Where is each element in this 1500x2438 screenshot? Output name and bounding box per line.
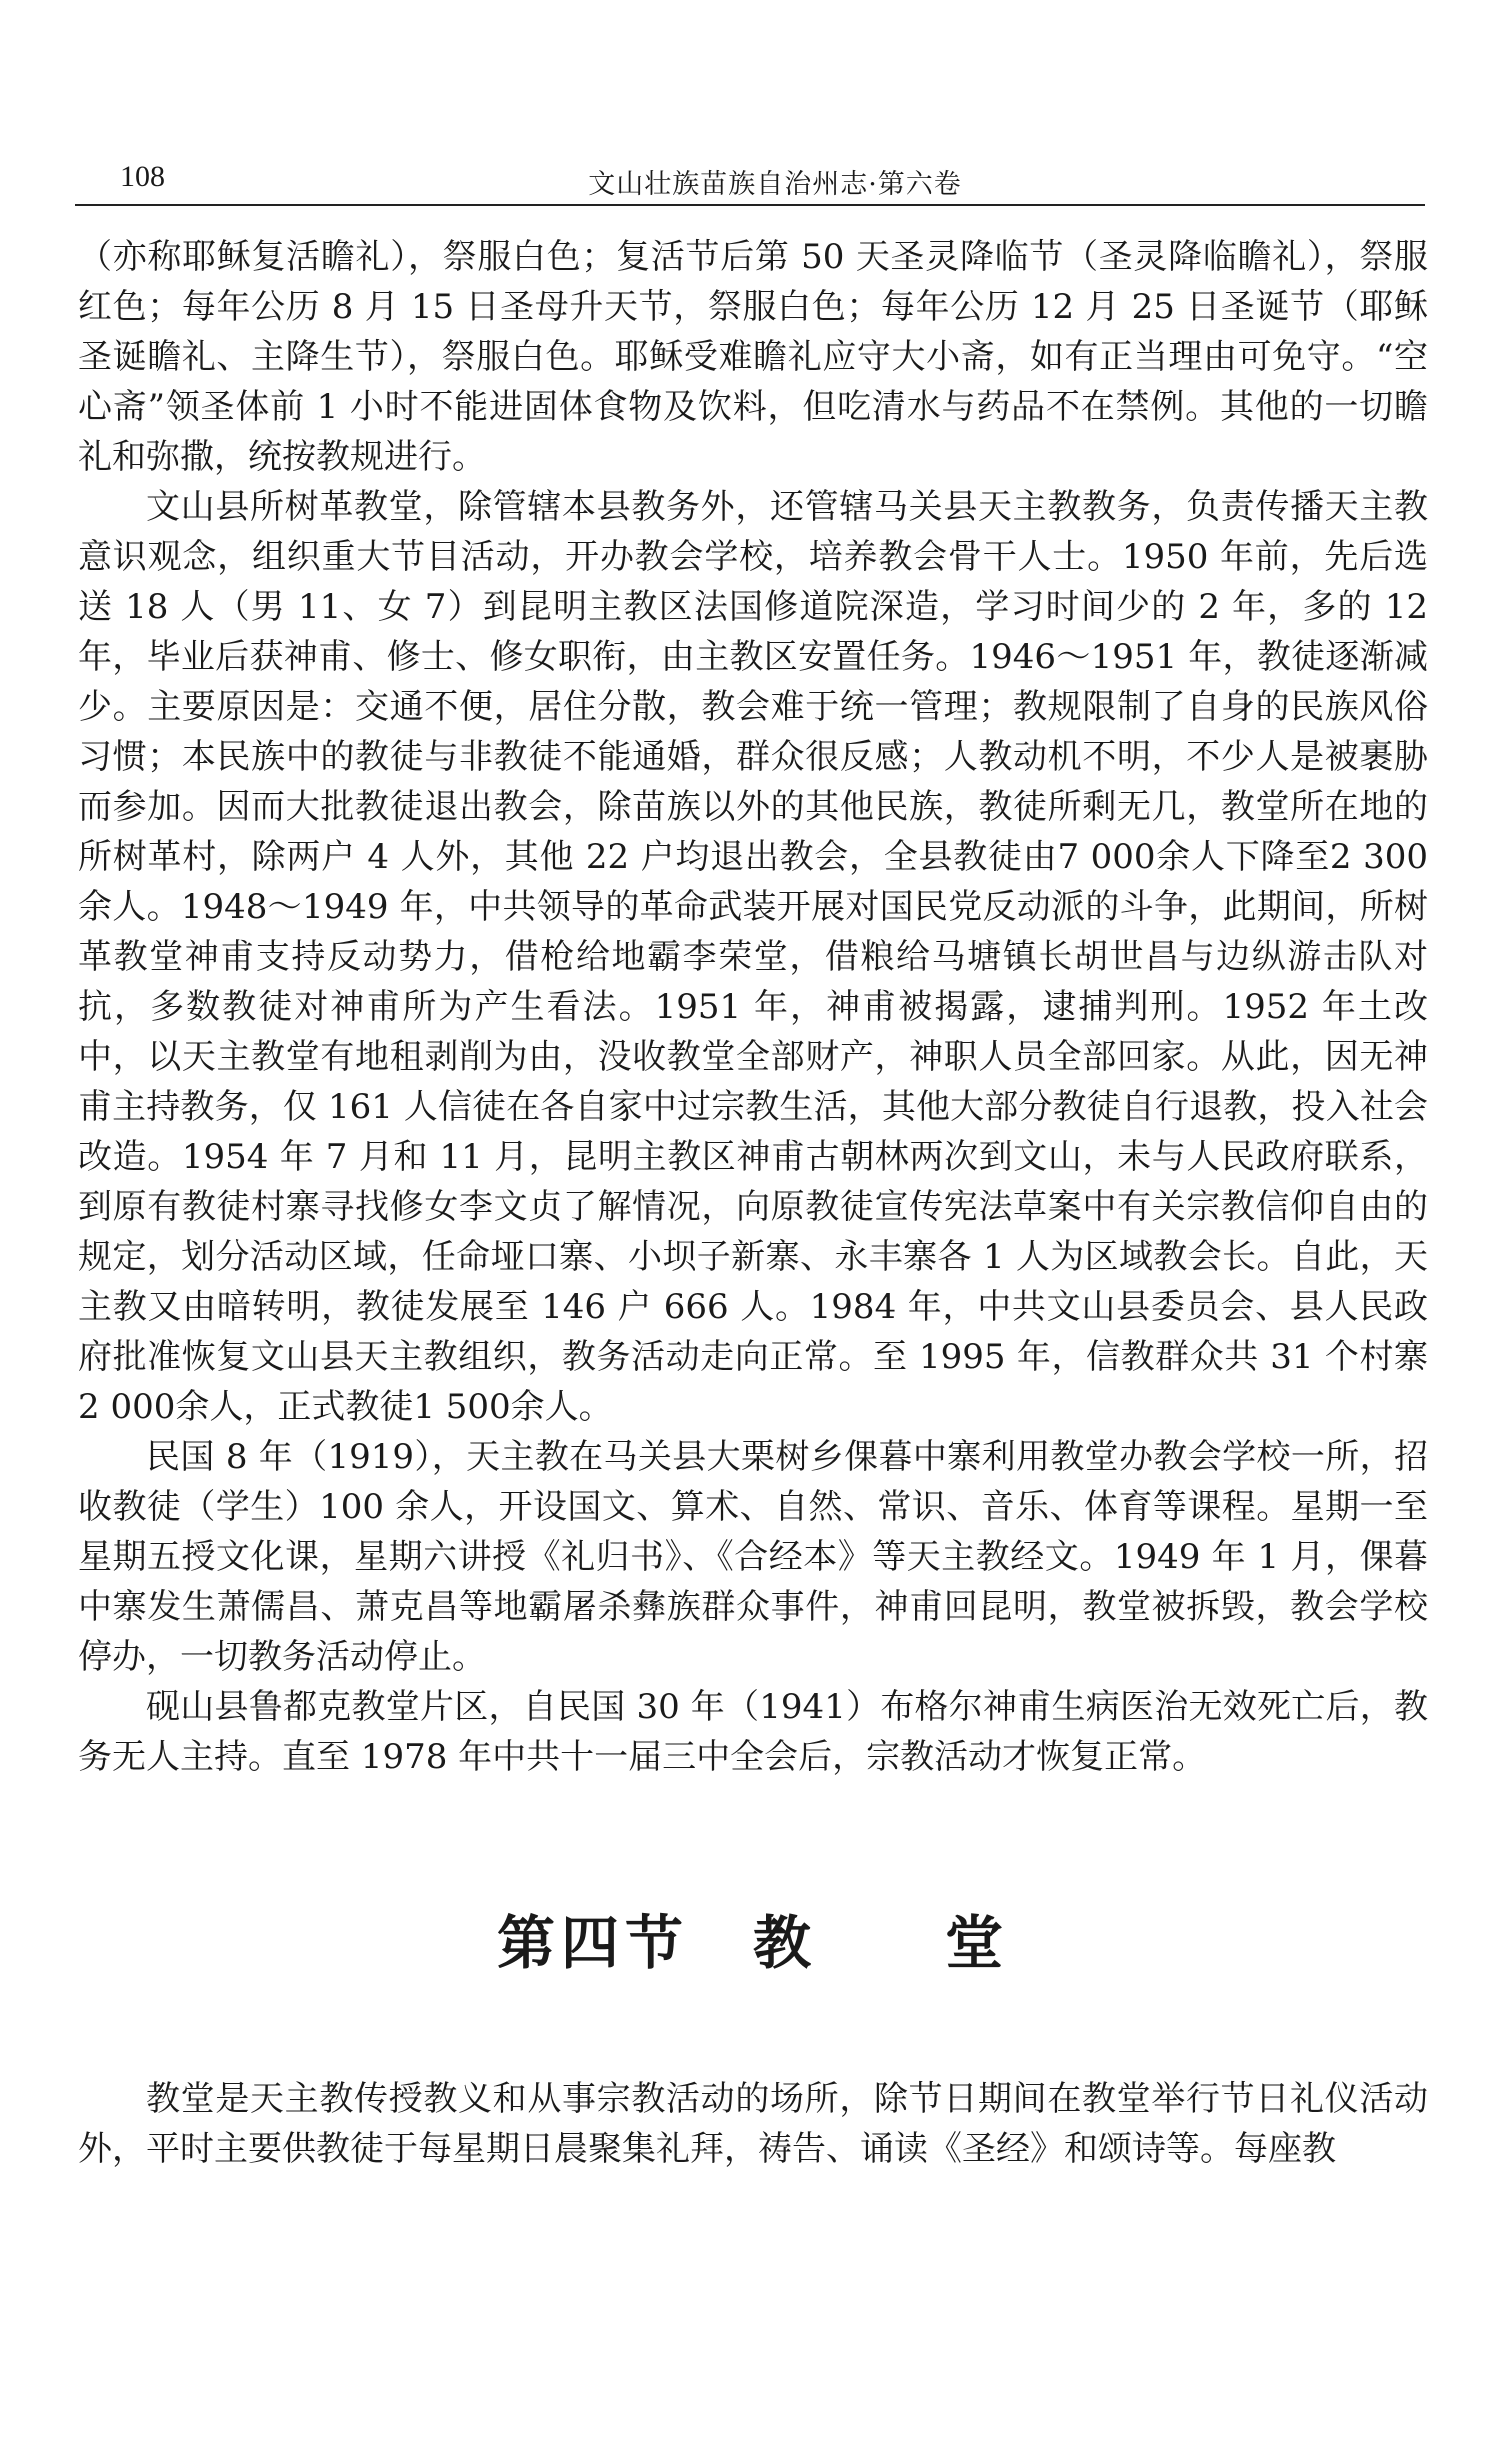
paragraph-church-definition: 教堂是天主教传授教义和从事宗教活动的场所，除节日期间在教堂举行节日礼仪活动外，平时主要供教徒于每星期日晨聚集礼拜，祷告、诵读《圣经》和颂诗等。每座教	[78, 2079, 1428, 2169]
paragraph-continued: （亦称耶稣复活瞻礼），祭服白色；复活节后第 50 天圣灵降临节（圣灵降临瞻礼），祭服红色；每年公历 8 月 15 日圣母升天节，祭服白色；每年公历 12 月 25 日圣诞节（耶稣圣诞瞻礼、主降生节），祭服白色。耶稣受难瞻礼应守大小斋，如有正当理由可免守。“空心斋”领圣体前 1 小时不能进固体食物及饮料，但吃清水与药品不在禁例。其他的一切瞻礼和弥撒，统按教规进行。	[78, 237, 1428, 477]
paragraph-maguan-school: 民国 8 年（1919），天主教在马关县大栗树乡倮暮中寨利用教堂办教会学校一所，招收教徒（学生）100 余人，开设国文、算术、自然、常识、音乐、体育等课程。星期一至星期五授文化课，星期六讲授《礼归书》、《合经本》等天主教经文。1949 年 1 月，倮暮中寨发生萧儒昌、萧克昌等地霸屠杀彝族群众事件，神甫回昆明，教堂被拆毁，教会学校停办，一切教务活动停止。	[78, 1437, 1428, 1677]
page-header	[75, 150, 1425, 206]
body-text	[78, 232, 1428, 2174]
page-number: 108	[120, 160, 165, 193]
section-title: 第四节 教 堂	[496, 1909, 1009, 1977]
paragraph-wenshan-church: 文山县所树革教堂，除管辖本县教务外，还管辖马关县天主教教务，负责传播天主教意识观念，组织重大节目活动，开办教会学校，培养教会骨干人士。1950 年前，先后选送 18 人（男 11、女 7）到昆明主教区法国修道院深造，学习时间少的 2 年，多的 12 年，毕业后获神甫、修士、修女职衔，由主教区安置任务。1946～1951 年，教徒逐渐减少。主要原因是：交通不便，居住分散，教会难于统一管理；教规限制了自身的民族风俗习惯；本民族中的教徒与非教徒不能通婚，群众很反感；人教动机不明，不少人是被裹胁而参加。因而大批教徒退出教会，除苗族以外的其他民族，教徒所剩无几，教堂所在地的所树革村，除两户 4 人外，其他 22 户均退出教会，全县教徒由7 000余人下降至2 300余人。1948～1949 年，中共领导的革命武装开展对国民党反动派的斗争，此期间，所树革教堂神甫支持反动势力，借枪给地霸李荣堂，借粮给马塘镇长胡世昌与边纵游击队对抗，多数教徒对神甫所为产生看法。1951 年，神甫被揭露，逮捕判刑。1952 年土改中，以天主教堂有地租剥削为由，没收教堂全部财产，神职人员全部回家。从此，因无神甫主持教务，仅 161 人信徒在各自家中过宗教生活，其他大部分教徒自行退教，投入社会改造。1954 年 7 月和 11 月，昆明主教区神甫古朝林两次到文山，未与人民政府联系，到原有教徒村寨寻找修女李文贞了解情况，向原教徒宣传宪法草案中有关宗教信仰自由的规定，划分活动区域，任命垭口寨、小坝子新寨、永丰寨各 1 人为区域教会长。自此，天主教又由暗转明，教徒发展至 146 户 666 人。1984 年，中共文山县委员会、县人民政府批准恢复文山县天主教组织，教务活动走向正常。至 1995 年，信教群众共 31 个村寨2 000余人，正式教徒1 500余人。	[78, 487, 1428, 1427]
paragraph-yanshan-church: 砚山县鲁都克教堂片区，自民国 30 年（1941）布格尔神甫生病医治无效死亡后，教务无人主持。直至 1978 年中共十一届三中全会后，宗教活动才恢复正常。	[78, 1687, 1428, 1777]
header-rule	[75, 204, 1425, 206]
running-title: 文山壮族苗族自治州志·第六卷	[588, 169, 962, 200]
